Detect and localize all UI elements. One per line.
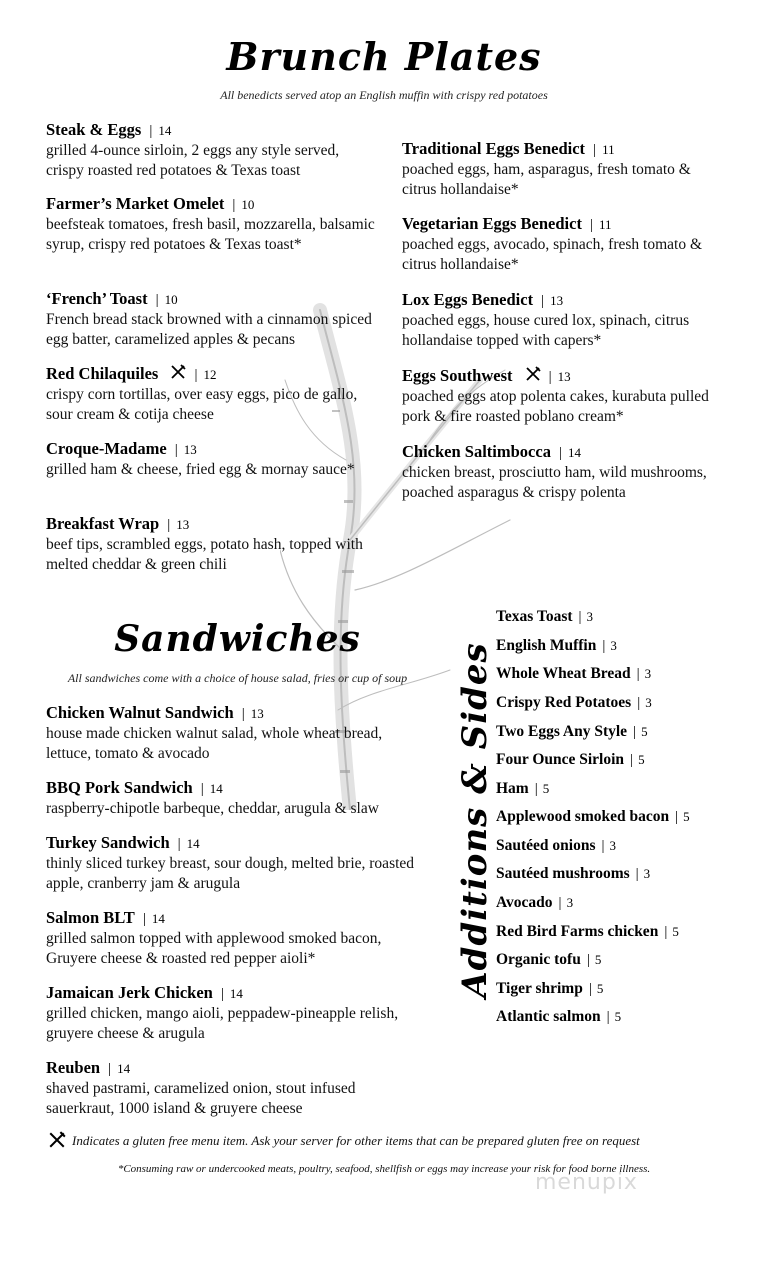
side-name: Applewood smoked bacon xyxy=(496,808,670,825)
item-name: Breakfast Wrap xyxy=(46,514,160,533)
side-price: 3 xyxy=(566,895,574,910)
side-item: Sautéed mushrooms | 3 xyxy=(496,865,651,882)
side-price: 3 xyxy=(586,609,594,624)
menu-item: Turkey Sandwich | 14 thinly sliced turkey breast, sour dough, melted brie, roasted apple, cranberry jam & arugula xyxy=(46,833,426,894)
item-name: BBQ Pork Sandwich xyxy=(46,778,193,797)
side-item: Crispy Red Potatoes | 3 xyxy=(496,694,652,711)
side-name: Red Bird Farms chicken xyxy=(496,923,659,940)
side-item: Avocado | 3 xyxy=(496,894,574,911)
item-description: raspberry-chipotle barbeque, cheddar, arugula & slaw xyxy=(46,800,379,817)
gluten-free-note-text: Indicates a gluten free menu item. Ask your server for other items that can be prepared gluten free on request xyxy=(72,1133,640,1148)
side-name: Organic tofu xyxy=(496,951,581,968)
item-price: 13 xyxy=(176,517,190,532)
item-description: chicken breast, prosciutto ham, wild mushrooms, poached asparagus & crispy polenta xyxy=(402,464,707,501)
item-description: thinly sliced turkey breast, sour dough, melted brie, roasted apple, cranberry jam & arugula xyxy=(46,855,415,892)
gluten-free-icon xyxy=(48,1131,66,1149)
menu-item: Croque-Madame | 13 grilled ham & cheese, fried egg & mornay sauce* xyxy=(46,439,376,480)
item-description: beef tips, scrambled eggs, potato hash, topped with melted cheddar & green chili xyxy=(46,536,363,573)
menu-item: Jamaican Jerk Chicken | 14 grilled chicken, mango aioli, peppadew-pineapple relish, gruyere cheese & arugula xyxy=(46,983,431,1044)
menu-item: ‘French’ Toast | 10 French bread stack browned with a cinnamon spiced egg batter, caramelized apples & pecans xyxy=(46,289,376,350)
item-name: Steak & Eggs xyxy=(46,120,142,139)
gluten-free-icon xyxy=(170,364,186,380)
item-price: 13 xyxy=(557,369,571,384)
menu-item: Salmon BLT | 14 grilled salmon topped with applewood smoked bacon, Gruyere cheese & roasted red pepper aioli* xyxy=(46,908,426,969)
food-safety-warning: *Consuming raw or undercooked meats, poultry, seafood, shellfish or eggs may increase your risk for food borne illness. xyxy=(117,1163,651,1175)
item-price: 14 xyxy=(117,1061,131,1076)
item-price: 14 xyxy=(567,445,581,460)
side-price: 5 xyxy=(596,981,604,996)
side-item: Sautéed onions | 3 xyxy=(496,837,617,854)
item-description: shaved pastrami, caramelized onion, stout infused sauerkraut, 1000 island & gruyere cheese xyxy=(46,1080,356,1117)
sandwiches-title: Sandwiches xyxy=(114,618,361,660)
item-name: Eggs Southwest xyxy=(402,366,513,385)
side-name: Ham xyxy=(496,780,529,797)
side-name: Texas Toast xyxy=(496,608,573,625)
item-description: grilled 4-ounce sirloin, 2 eggs any style served, crispy roasted red potatoes & Texas toast xyxy=(46,142,340,179)
item-description: poached eggs, avocado, spinach, fresh tomato & citrus hollandaise* xyxy=(402,236,703,273)
item-name: Farmer’s Market Omelet xyxy=(46,194,225,213)
menu-item: Farmer’s Market Omelet | 10 beefsteak tomatoes, fresh basil, mozzarella, balsamic syrup, crispy red potatoes & Texas toast* xyxy=(46,194,375,253)
item-price: 11 xyxy=(598,217,612,232)
menu-item: BBQ Pork Sandwich | 14 raspberry-chipotle barbeque, cheddar, arugula & slaw xyxy=(46,778,426,819)
gluten-free-note xyxy=(48,1131,640,1149)
menu-item: Reuben | 14 shaved pastrami, caramelized onion, stout infused sauerkraut, 1000 island & gruyere cheese xyxy=(46,1058,426,1119)
side-price: 5 xyxy=(672,924,679,939)
side-item: Whole Wheat Bread | 3 xyxy=(496,665,652,682)
side-price: 5 xyxy=(638,752,645,767)
side-price: 5 xyxy=(683,809,690,824)
watermark: menupix xyxy=(535,1170,638,1195)
side-name: Sautéed onions xyxy=(496,837,596,854)
item-description: poached eggs atop polenta cakes, kurabuta pulled pork & fire roasted poblano cream* xyxy=(402,388,709,425)
item-name: Chicken Walnut Sandwich xyxy=(46,703,234,722)
item-price: 11 xyxy=(602,142,615,157)
side-item: Applewood smoked bacon | 5 xyxy=(496,808,690,825)
side-price: 3 xyxy=(643,866,651,881)
item-description: poached eggs, ham, asparagus, fresh tomato & citrus hollandaise* xyxy=(402,161,691,198)
side-name: Avocado xyxy=(496,894,553,911)
side-name: Crispy Red Potatoes xyxy=(496,694,632,711)
menu-item: Red Chilaquiles | 12 crispy corn tortillas, over easy eggs, pico de gallo, sour cream & cotija cheese xyxy=(46,364,376,425)
side-item: Red Bird Farms chicken | 5 xyxy=(496,923,679,940)
item-description: crispy corn tortillas, over easy eggs, pico de gallo, sour cream & cotija cheese xyxy=(46,386,358,423)
side-price: 3 xyxy=(644,666,652,681)
item-price: 14 xyxy=(186,836,200,851)
item-name: Croque-Madame xyxy=(46,439,167,458)
item-price: 13 xyxy=(550,293,564,308)
side-item: Ham | 5 xyxy=(496,780,550,797)
side-name: Two Eggs Any Style xyxy=(496,723,628,740)
menu-item: Traditional Eggs Benedict | 11 poached eggs, ham, asparagus, fresh tomato & citrus hollandaise* xyxy=(402,139,727,200)
side-item: Organic tofu | 5 xyxy=(496,951,602,968)
item-name: Reuben xyxy=(46,1058,101,1077)
item-name: Red Chilaquiles xyxy=(46,364,159,383)
side-item: English Muffin | 3 xyxy=(496,637,617,654)
item-price: 14 xyxy=(209,781,223,796)
item-name: Chicken Saltimbocca xyxy=(402,442,551,461)
side-price: 5 xyxy=(542,781,550,796)
item-description: poached eggs, house cured lox, spinach, citrus hollandaise topped with capers* xyxy=(402,312,690,349)
side-price: 3 xyxy=(610,638,617,653)
side-item: Two Eggs Any Style | 5 xyxy=(496,723,648,740)
side-item: Atlantic salmon | 5 xyxy=(496,1008,622,1025)
menu-item: Chicken Saltimbocca | 14 chicken breast, prosciutto ham, wild mushrooms, poached asparagus & crispy polenta xyxy=(402,442,727,503)
menu-item: Lox Eggs Benedict | 13 poached eggs, house cured lox, spinach, citrus hollandaise topped with capers* xyxy=(402,290,727,351)
item-price: 14 xyxy=(151,911,165,926)
item-name: ‘French’ Toast xyxy=(46,289,148,308)
side-price: 3 xyxy=(645,695,652,710)
side-name: Four Ounce Sirloin xyxy=(496,751,625,768)
item-price: 10 xyxy=(164,292,178,307)
item-price: 12 xyxy=(203,367,217,382)
side-item: Four Ounce Sirloin | 5 xyxy=(496,751,645,768)
brunch-subtitle: All benedicts served atop an English muffin with crispy red potatoes xyxy=(220,88,548,102)
item-name: Vegetarian Eggs Benedict xyxy=(402,214,582,233)
side-price: 5 xyxy=(614,1009,622,1024)
side-price: 5 xyxy=(594,952,602,967)
item-price: 13 xyxy=(250,706,264,721)
menu-item: Breakfast Wrap | 13 beef tips, scrambled eggs, potato hash, topped with melted cheddar & green chili xyxy=(46,514,376,575)
sandwiches-subtitle: All sandwiches come with a choice of house salad, fries or cup of soup xyxy=(67,671,408,685)
side-item: Tiger shrimp | 5 xyxy=(496,980,604,997)
gluten-free-icon xyxy=(525,366,541,382)
menu-item: Vegetarian Eggs Benedict | 11 poached eggs, avocado, spinach, fresh tomato & citrus hollandaise* xyxy=(402,214,727,275)
item-description: grilled salmon topped with applewood smoked bacon, Gruyere cheese & roasted red pepper aioli* xyxy=(46,930,382,967)
side-name: English Muffin xyxy=(496,637,597,654)
side-price: 3 xyxy=(609,838,617,853)
side-name: Tiger shrimp xyxy=(496,980,583,997)
side-name: Atlantic salmon xyxy=(496,1008,601,1025)
item-name: Traditional Eggs Benedict xyxy=(402,139,586,158)
side-price: 5 xyxy=(641,724,648,739)
item-description: house made chicken walnut salad, whole wheat bread, lettuce, tomato & avocado xyxy=(46,725,383,762)
item-name: Turkey Sandwich xyxy=(46,833,170,852)
item-name: Jamaican Jerk Chicken xyxy=(46,983,213,1002)
menu-item: Steak & Eggs | 14 grilled 4-ounce sirloin, 2 eggs any style served, crispy roasted red potatoes & Texas toast xyxy=(46,120,376,181)
side-item: Texas Toast | 3 xyxy=(496,608,594,625)
item-description: beefsteak tomatoes, fresh basil, mozzarella, balsamic syrup, crispy red potatoes & Texas toast* xyxy=(46,216,375,253)
item-name: Salmon BLT xyxy=(46,908,135,927)
item-description: grilled chicken, mango aioli, peppadew-pineapple relish, gruyere cheese & arugula xyxy=(46,1005,399,1042)
menu-item: Chicken Walnut Sandwich | 13 house made chicken walnut salad, whole wheat bread, lettuce, tomato & avocado xyxy=(46,703,426,764)
menu-item: Eggs Southwest | 13 poached eggs atop polenta cakes, kurabuta pulled pork & fire roasted poblano cream* xyxy=(402,366,727,427)
side-name: Whole Wheat Bread xyxy=(496,665,631,682)
item-description: grilled ham & cheese, fried egg & mornay sauce* xyxy=(46,461,355,478)
item-price: 14 xyxy=(158,123,172,138)
item-price: 10 xyxy=(241,197,255,212)
sides-title: Additions & Sides xyxy=(455,642,495,998)
side-name: Sautéed mushrooms xyxy=(496,865,630,882)
item-price: 13 xyxy=(183,442,197,457)
item-description: French bread stack browned with a cinnamon spiced egg batter, caramelized apples & pecans xyxy=(46,311,372,348)
item-name: Lox Eggs Benedict xyxy=(402,290,534,309)
item-price: 14 xyxy=(229,986,243,1001)
brunch-title: Brunch Plates xyxy=(226,34,542,79)
